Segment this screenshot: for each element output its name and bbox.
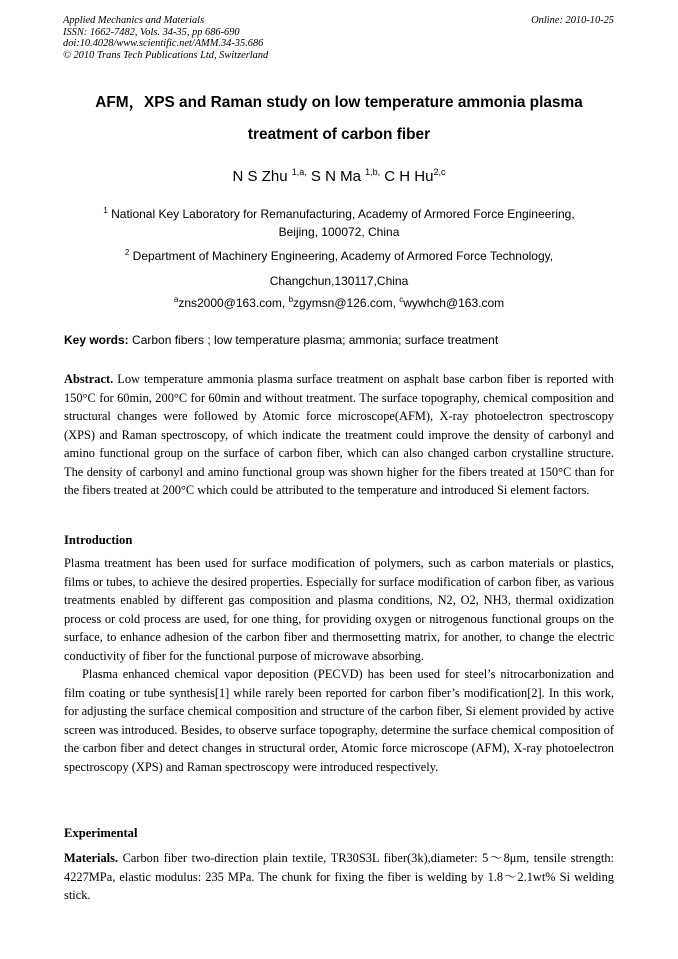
email-line: [60, 292, 618, 311]
section-heading-introduction: Introduction: [64, 533, 133, 547]
affiliation-text: Beijing, 100072, China: [278, 225, 400, 239]
keywords-text: Carbon fibers ; low temperature plasma; ammonia; surface treatment: [128, 333, 499, 347]
affiliation-mark: 2: [124, 248, 130, 257]
affiliation-text: Changchun,130117,China: [269, 274, 409, 288]
author-sup: 1,a,: [291, 167, 307, 177]
author-name: S N Ma: [306, 168, 366, 185]
journal-header: [63, 15, 268, 61]
email-c: wywhch@163.com: [403, 296, 505, 310]
keywords: [64, 333, 616, 347]
materials-label: Materials.: [64, 851, 119, 865]
keywords-label: Key words:: [64, 333, 129, 347]
affiliation-text: National Key Laboratory for Remanufacturing, Academy of Armored Force Engineering,: [107, 207, 575, 221]
email-mark: c: [399, 295, 404, 304]
abstract-label: Abstract.: [64, 372, 114, 386]
intro-paragraph-2: Plasma enhanced chemical vapor deposition (PECVD) has been used for steel’s nitrocarbonization and film coating or tube synthesis[1] while rarely been reported for carbon fiber’s modification[2]. In this work, for adjusting the surface chemical composition and structure of the carbon fiber, Si element provided by active screen was introduced. Besides, to observe surface topography, determine the surface chemical composition of the carbon fiber and detect changes in structural order, Atomic force microscope (AFM), X-ray photoelectron spectroscopy (XPS) and Raman spectroscopy were introduced respectively.: [64, 667, 614, 774]
paper-title-line-1: AFM，XPS and Raman study on low temperature ammonia plasma: [95, 94, 583, 111]
issn-line: ISSN: 1662-7482, Vols. 34-35, pp 686-690: [63, 26, 240, 38]
abstract: [64, 370, 614, 500]
author-name: N S Zhu: [232, 168, 292, 185]
copyright-line: © 2010 Trans Tech Publications Ltd, Switzerland: [63, 49, 269, 61]
author-sup: 1,b,: [365, 167, 381, 177]
email-mark: a: [173, 295, 179, 304]
paper-title-line-2: treatment of carbon fiber: [247, 126, 431, 143]
online-date: Online: 2010-10-25: [531, 15, 614, 26]
email-a: zns2000@163.com,: [178, 296, 289, 310]
abstract-text: Low temperature ammonia plasma surface treatment on asphalt base carbon fiber is reported with 150°C for 60min, 200°C for 60min and without treatment. The surface topography, chemical composition and structural changes were followed by Atomic force microscope(AFM), X-ray photoelectron spectroscopy (XPS) and Raman spectroscopy, of which indicate the treatment could improve the density of carbonyl and amino functional group on the surface of carbon fiber, which can also changed carbon crystalline structure. The density of carbonyl and amino functional group was shown higher for the fibers treated at 150°C than for the fibers treated at 200°C which could be attributed to the temperature and introduced Si element factors.: [64, 372, 614, 497]
affiliation-1: [60, 203, 618, 240]
materials-text: Carbon fiber two-direction plain textile, TR30S3L fiber(3k),diameter: 5〜8μm, tensile strength: 4227MPa, elastic modulus: 235 MPa. The chunk for fixing the fiber is welding by 1.8〜2.1wt% Si welding stick.: [64, 851, 614, 902]
affiliation-mark: 1: [103, 206, 108, 215]
introduction-body: [64, 554, 614, 776]
experimental-materials: [64, 849, 614, 905]
author-list: [60, 167, 618, 185]
affiliation-text: Department of Machinery Engineering, Academy of Armored Force Technology,: [129, 249, 554, 263]
section-heading-experimental: Experimental: [64, 826, 138, 840]
email-mark: b: [288, 295, 294, 304]
intro-paragraph-1: Plasma treatment has been used for surface modification of polymers, such as carbon materials or plastics, films or tubes, to achieve the desired properties. Especially for surface modification of carbon fiber, as various treatments enabled by different gas composition and plasma conditions, N2, O2, NH3, thermal oxidization process or cold process are used, for one thing, for providing oxygen or nitrogenous functional groups on the surface, to enhance adhesion of the carbon fiber and thermosetting matrix, for another, to change the electric conductivity of fiber for the functional purpose of microwave absorbing.: [64, 556, 614, 663]
author-sup: 2,c: [433, 167, 446, 177]
journal-name: Applied Mechanics and Materials: [63, 15, 205, 26]
affiliation-2: [60, 245, 618, 289]
author-name: C H Hu: [380, 168, 434, 185]
email-b: zgymsn@126.com,: [293, 296, 400, 310]
doi-line: doi:10.4028/www.scientific.net/AMM.34-35.686: [63, 38, 264, 50]
